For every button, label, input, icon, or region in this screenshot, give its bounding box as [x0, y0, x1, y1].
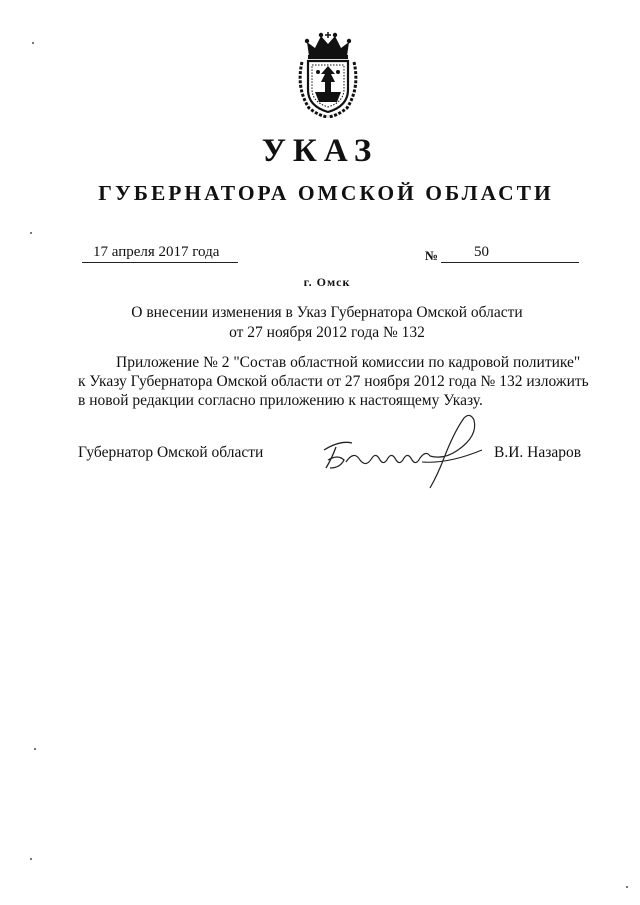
decree-date: 17 апреля 2017 года — [93, 244, 220, 260]
decree-title: УКАЗ — [261, 133, 379, 169]
margin-mark — [30, 232, 32, 234]
number-field — [441, 244, 579, 263]
decree-heading — [0, 303, 640, 343]
margin-mark — [32, 42, 34, 44]
body-line: к Указу Губернатора Омской области от 27 ноября 2012 года № 132 изложить — [78, 373, 589, 390]
margin-mark — [626, 886, 628, 888]
margin-mark — [34, 748, 36, 750]
decree-number: 50 — [474, 244, 489, 260]
decree-city: г. Омск — [303, 275, 351, 289]
heading-line: О внесении изменения в Указ Губернатора Омской области — [131, 304, 523, 321]
date-field — [82, 244, 238, 263]
heading-line: от 27 ноября 2012 года № 132 — [229, 324, 425, 341]
signer-name: В.И. Назаров — [494, 444, 582, 461]
signature-icon — [318, 410, 500, 490]
decree-subtitle: ГУБЕРНАТОРА ОМСКОЙ ОБЛАСТИ — [98, 181, 554, 205]
number-sign: № — [425, 248, 439, 263]
decree-body — [78, 353, 590, 410]
signer-position: Губернатор Омской области — [78, 444, 264, 461]
body-line: Приложение № 2 "Состав областной комиссии по кадровой политике" — [116, 354, 581, 371]
coat-of-arms-icon — [293, 32, 363, 118]
body-line: в новой редакции согласно приложению к настоящему Указу. — [78, 392, 483, 409]
margin-mark — [30, 858, 32, 860]
